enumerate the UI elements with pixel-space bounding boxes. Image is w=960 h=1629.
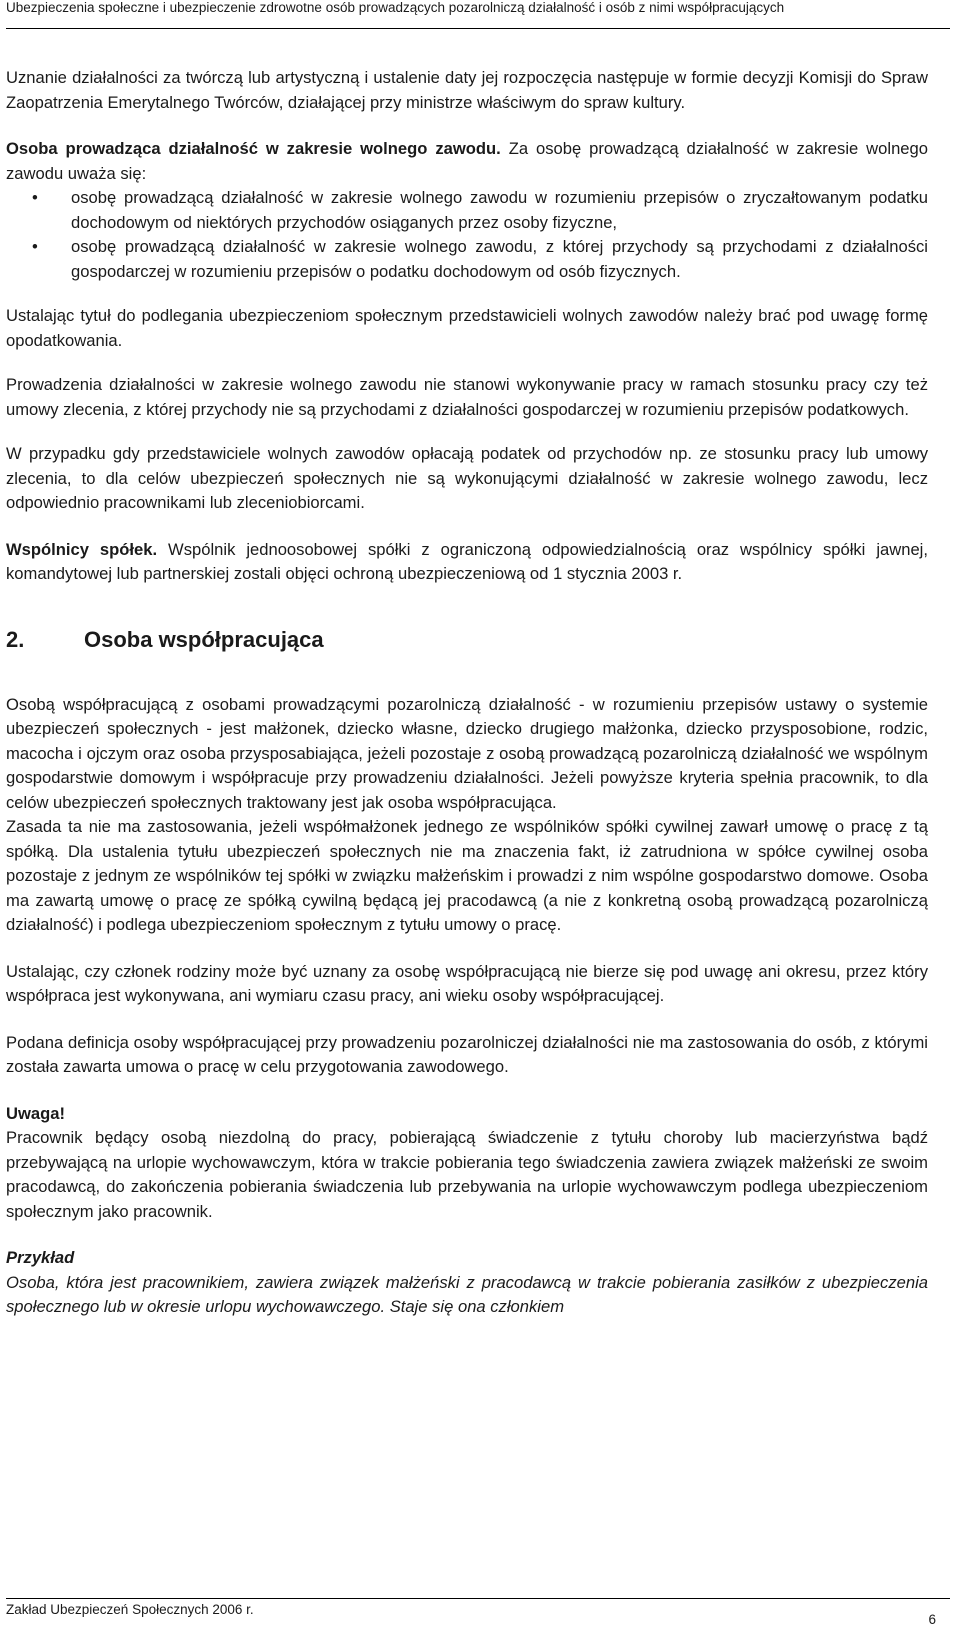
free-profession-heading: Osoba prowadząca działalność w zakresie wolnego zawodu. xyxy=(6,139,501,158)
section-title: Osoba współpracująca xyxy=(84,626,324,652)
page-content xyxy=(6,66,928,1320)
bullet-icon: • xyxy=(32,188,38,207)
section-heading xyxy=(6,627,928,653)
paragraph-partners xyxy=(6,538,928,587)
list-item xyxy=(6,186,928,235)
paragraph-civil-partnership: Zasada ta nie ma zastosowania, jeżeli współmałżonek jednego ze wspólników spółki cywilnej zawarł umowę o pracę z tą spółką. Dla ustalenia tytułu ubezpieczeń społecznych nie ma znaczenia fakt, iż zatrudniona w spółce cywilnej osoba pozostaje z jednym ze wspólników tej spółki w związku małżeńskim i prowadzi z nim wspólne gospodarstwo domowe. Osoba ma zawartą umowę o pracę ze spółką cywilną będącą jej pracodawcą (a nie z konkretną osobą prowadzącą pozarolniczą działalność) i podlega ubezpieczeniom społecznym z tytułu umowy o pracę. xyxy=(6,817,928,934)
paragraph-family-member: Ustalając, czy członek rodziny może być uznany za osobę współpracującą nie bierze się pod uwagę ani okresu, przez który współpraca jest wykonywana, ani wymiaru czasu pracy, ani wieku osoby współpracującej. xyxy=(6,961,928,1005)
page-number: 6 xyxy=(928,1612,936,1627)
paragraph-cooperating-definition: Osobą współpracującą z osobami prowadzącymi pozarolniczą działalność - w rozumieniu przepisów ustawy o systemie ubezpieczeń społecznych - jest małżonek, dziecko własne, dziecko drugiego małżonka, dziecko przysposobione, rodzic, macocha i ojczym oraz osoba przysposabiająca, jeżeli pozostaje z osobą prowadzącą pozarolniczą działalność we wspólnym gospodarstwie domowym i współpracuje przy prowadzeniu działalności. Jeżeli powyższe kryteria spełnia pracownik, to dla celów ubezpieczeń społecznych traktowany jest jak osoba współpracująca. xyxy=(6,694,928,812)
running-header-title: Ubezpieczenia społeczne i ubezpieczenie zdrowotne osób prowadzących pozarolniczą działalność i osób z nimi współpracujących xyxy=(6,0,785,15)
note-label: Uwaga! xyxy=(6,1103,66,1123)
paragraph-note: Pracownik będący osobą niezdolną do pracy, pobierającą świadczenie z tytułu choroby lub macierzyństwa bądź przebywającą na urlopie wychowawczym, która w trakcie pobierania tego świadczenia zawiera związek małżeński ze swoim pracodawcą, do zakończenia pobierania świadczenia lub przebywania na urlopie wychowawczym podlega ubezpieczeniom społecznym jako pracownik. xyxy=(6,1128,928,1221)
bullet-icon: • xyxy=(32,237,38,256)
example-label: Przykład xyxy=(6,1248,75,1267)
paragraph-example: Osoba, która jest pracownikiem, zawiera związek małżeński z pracodawcą w trakcie pobierania zasiłków z ubezpieczenia społecznego lub w okresie urlopu wychowawczego. Staje się ona członkiem xyxy=(6,1272,928,1316)
partners-heading: Wspólnicy spółek. xyxy=(6,539,158,559)
section-number: 2. xyxy=(6,626,25,652)
footer-institution: Zakład Ubezpieczeń Społecznych 2006 r. xyxy=(6,1602,254,1617)
paragraph-vocational-training: Podana definicja osoby współpracującej przy prowadzeniu pozarolniczej działalności nie ma zastosowania do osób, z którymi została zawarta umowa o pracę w celu przygotowania zawodowego. xyxy=(6,1032,928,1076)
paragraph-free-profession xyxy=(6,137,928,186)
paragraph-employees-contractors: W przypadku gdy przedstawiciele wolnych zawodów opłacają podatek od przychodów np. ze stosunku pracy lub umowy zlecenia, to dla celów ubezpieczeń społecznych nie są wykonującymi działalność w zakresie wolnego zawodu, lecz odpowiednio pracownikami lub zleceniobiorcami. xyxy=(6,444,928,512)
paragraph-artistic-activity: Uznanie działalności za twórczą lub artystyczną i ustalenie daty jej rozpoczęcia następuje w formie decyzji Komisji do Spraw Zaopatrzenia Emerytalnego Twórców, działającej przy ministrze właściwym do spraw kultury. xyxy=(6,68,928,112)
paragraph-employment-exclusion: Prowadzenia działalności w zakresie wolnego zawodu nie stanowi wykonywanie pracy w ramach stosunku pracy czy też umowy zlecenia, z której przychody nie są przychodami z działalności gospodarczej w rozumieniu przepisów podatkowych. xyxy=(6,375,928,419)
partners-text: Wspólnik jednoosobowej spółki z ograniczoną odpowiedzialnością oraz wspólnicy spółki jawnej, komandytowej lub partnerskiej zostali objęci ochroną ubezpieczeniową od 1 stycznia 2003 r. xyxy=(6,539,928,583)
free-profession-intro: Za osobę prowadzącą działalność w zakresie wolnego zawodu uważa się: xyxy=(6,139,928,183)
list-item xyxy=(6,235,928,284)
list-item-text: osobę prowadzącą działalność w zakresie wolnego zawodu w rozumieniu przepisów o zryczałtowanym podatku dochodowym od niektórych przychodów osiąganych przez osoby fizyczne, xyxy=(71,188,928,232)
running-header xyxy=(6,0,950,29)
free-profession-list xyxy=(6,186,928,284)
page-footer xyxy=(6,1598,950,1627)
list-item-text: osobę prowadzącą działalność w zakresie wolnego zawodu, z której przychody są przychodami z działalności gospodarczej w rozumieniu przepisów o podatku dochodowym od osób fizycznych. xyxy=(71,237,928,281)
paragraph-taxation-form: Ustalając tytuł do podlegania ubezpieczeniom społecznym przedstawicieli wolnych zawodów należy brać pod uwagę formę opodatkowania. xyxy=(6,306,928,350)
